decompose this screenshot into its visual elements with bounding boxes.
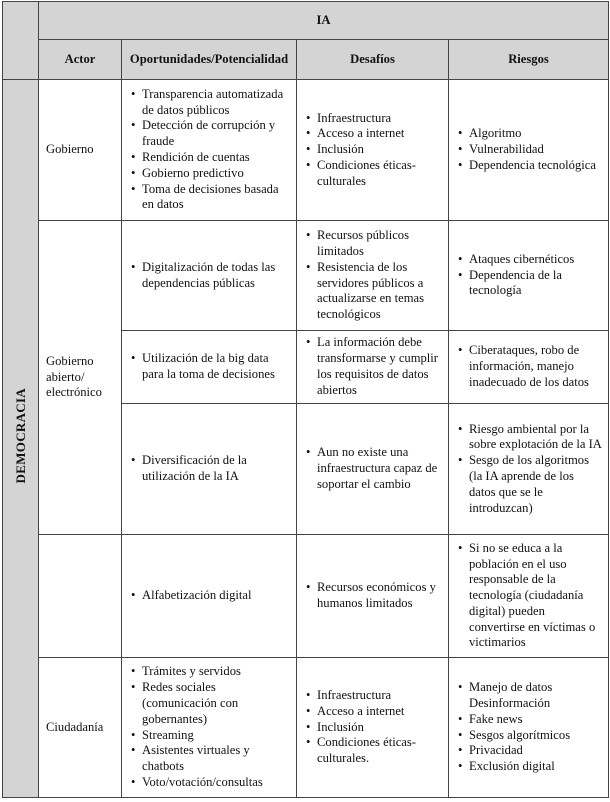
bullet-list [455,126,602,173]
bullet-list [128,260,290,292]
list-item: • Utilización de la big data para la toma de decisiones [142,351,290,383]
ia-democracy-table [2,1,609,798]
actor-cell: Gobierno [39,80,122,221]
riesgos-header: Riesgos [449,40,609,80]
list-item: • Condiciones éticas-culturales. [317,735,442,767]
list-item: • Ciberataques, robo de información, manejo inadecuado de los datos [469,343,602,390]
list-item: • Privacidad [469,743,602,759]
list-item: • Transparencia automatizada de datos públicos [142,87,290,119]
riesgos-cell [449,535,609,658]
list-item: • Rendición de cuentas [142,150,290,166]
riesgos-cell [449,331,609,404]
oportunidades-header: Oportunidades/Potencialidad [122,40,297,80]
list-item: • Toma de decisiones basada en datos [142,182,290,214]
bullet-list [303,228,442,323]
list-item: • Detección de corrupción y fraude [142,118,290,150]
desafios-cell [297,535,449,658]
list-item: • Acceso a internet [317,704,442,720]
oportunidades-cell [122,404,297,535]
list-item: • Infraestructura [317,688,442,704]
democracia-sidebar [3,80,39,798]
oportunidades-cell [122,535,297,658]
list-item: • Condiciones éticas-culturales [317,158,442,190]
list-item: • Recursos públicos limitados [317,228,442,260]
bullet-list [128,453,290,485]
list-item: • Dependencia de la tecnología [469,268,602,300]
list-item: • Si no se educa a la población en el uso responsable de la tecnología (ciudadanía digital) pueden convertirse en víctimas o victimarios [469,541,602,652]
desafios-cell [297,221,449,331]
list-item: • Recursos económicos y humanos limitados [317,580,442,612]
table-row [3,80,609,221]
bullet-list [455,680,602,775]
list-item: • Algoritmo [469,126,602,142]
bullet-list [303,580,442,612]
list-item: • Infraestructura [317,111,442,127]
desafios-cell [297,331,449,404]
list-item: • Alfabetización digital [142,588,290,604]
corner-cell [3,2,39,80]
desafios-cell [297,404,449,535]
bullet-list [128,664,290,790]
list-item: • Inclusión [317,142,442,158]
actor-cell: Gobierno abierto/ electrónico [39,221,122,535]
bullet-list [455,422,602,517]
list-item: • Gobierno predictivo [142,166,290,182]
bullet-list [303,445,442,492]
list-item: • Trámites y servidos [142,664,290,680]
table-row [3,658,609,798]
bullet-list [128,351,290,383]
list-item: • Exclusión digital [469,759,602,775]
riesgos-cell [449,221,609,331]
list-item: • Fake news [469,712,602,728]
actor-cell [39,535,122,658]
bullet-list [455,541,602,652]
riesgos-cell [449,658,609,798]
list-item: • Aun no existe una infraestructura capaz de soportar el cambio [317,445,442,492]
bullet-list [303,688,442,767]
bullet-list [303,335,442,398]
bullet-list [128,87,290,213]
oportunidades-cell [122,331,297,404]
list-item: • Sesgo de los algoritmos (la IA aprende de los datos que se le introduzcan) [469,453,602,516]
list-item: • Vulnerabilidad [469,142,602,158]
bullet-list [455,343,602,390]
desafios-cell [297,80,449,221]
bullet-list [303,111,442,190]
oportunidades-cell [122,80,297,221]
table-row [3,221,609,331]
desafios-cell [297,658,449,798]
oportunidades-cell [122,658,297,798]
list-item: • Riesgo ambiental por la sobre explotación de la IA [469,422,602,454]
list-item: • Dependencia tecnológica [469,158,602,174]
table-row [3,535,609,658]
list-item: • Asistentes virtuales y chatbots [142,743,290,775]
list-item: • Ataques cibernéticos [469,252,602,268]
list-item: • Diversificación de la utilización de la IA [142,453,290,485]
list-item: • Redes sociales (comunicación con gobernantes) [142,680,290,727]
list-item: • Sesgos algorítmicos [469,728,602,744]
riesgos-cell [449,404,609,535]
list-item: • Streaming [142,728,290,744]
list-item: • La información debe transformarse y cumplir los requisitos de datos abiertos [317,335,442,398]
list-item: • Manejo de datos Desinformación [469,680,602,712]
oportunidades-cell [122,221,297,331]
actor-cell: Ciudadanía [39,658,122,798]
bullet-list [455,252,602,299]
list-item: • Inclusión [317,720,442,736]
list-item: • Resistencia de los servidores públicos a actualizarse en temas tecnológicos [317,260,442,323]
list-item: • Acceso a internet [317,126,442,142]
democracia-label: DEMOCRACIA [12,388,28,484]
ia-header: IA [39,2,609,40]
riesgos-cell [449,80,609,221]
actor-header: Actor [39,40,122,80]
bullet-list [128,588,290,604]
desafios-header: Desafíos [297,40,449,80]
list-item: • Voto/votación/consultas [142,775,290,791]
list-item: • Digitalización de todas las dependencias públicas [142,260,290,292]
